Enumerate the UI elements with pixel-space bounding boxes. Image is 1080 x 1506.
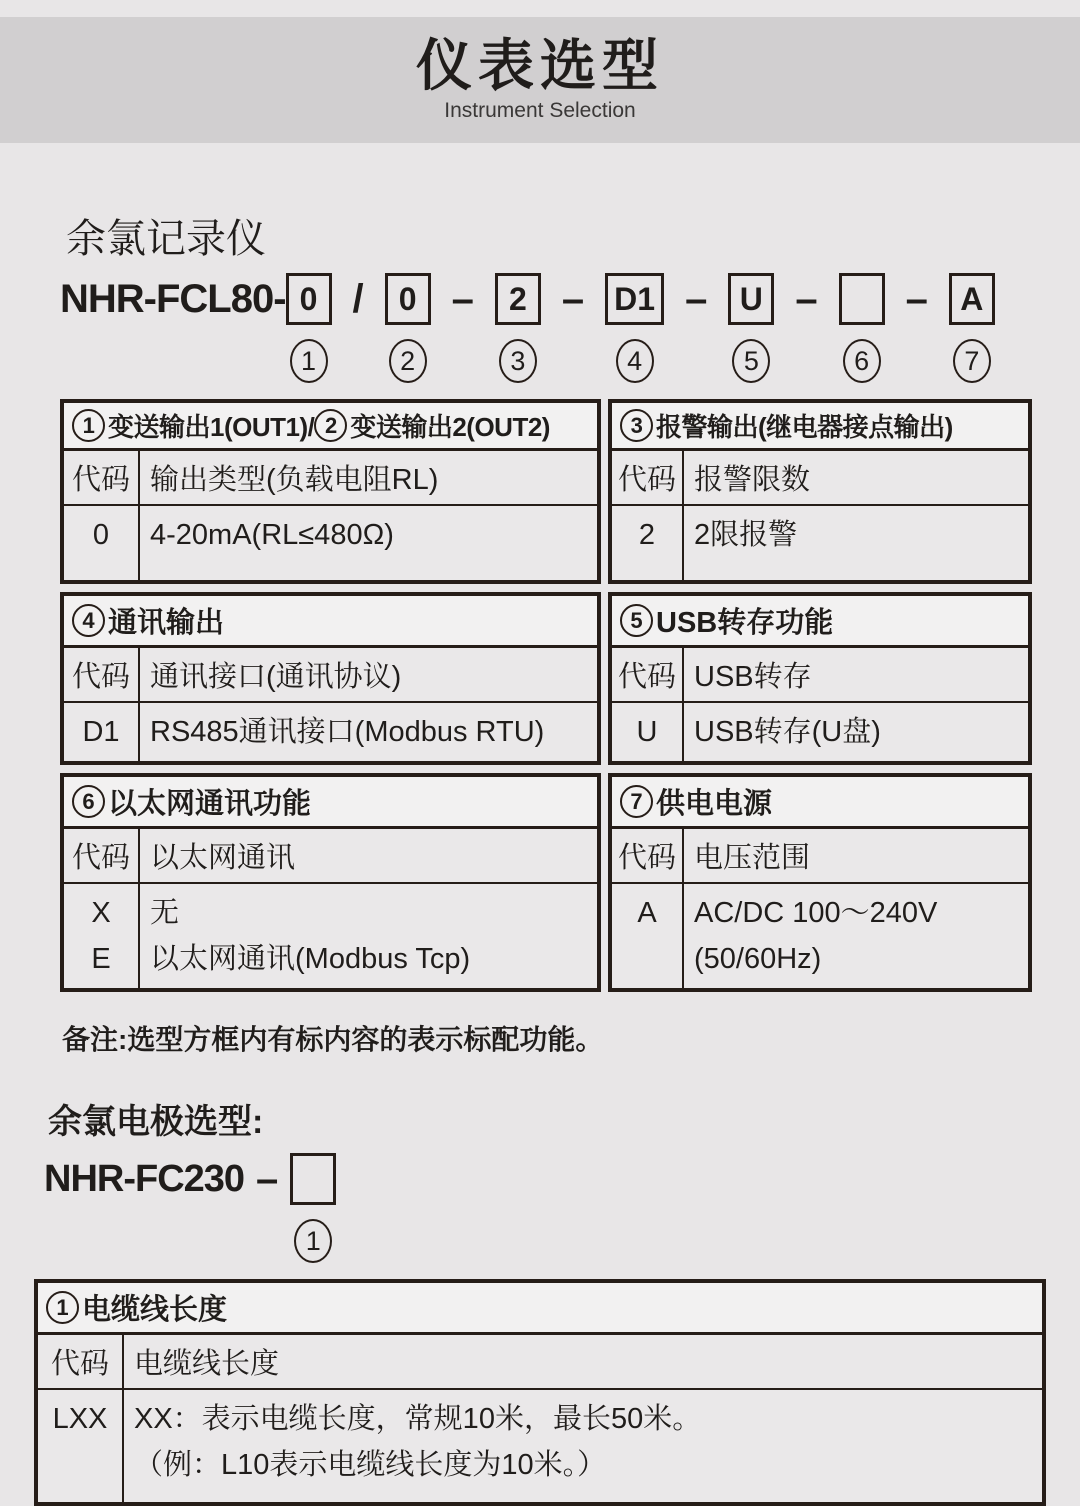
separator-dash: – xyxy=(905,277,928,321)
model-code-box-7: A xyxy=(949,273,995,325)
value-column-label: 报警限数 xyxy=(694,464,811,496)
code-cell: LXX xyxy=(38,1390,124,1502)
value-cell: 无 以太网通讯(Modbus Tcp) xyxy=(150,897,471,975)
code-column-label: 代码 xyxy=(64,648,140,701)
circled-number-4: 4 xyxy=(616,339,654,383)
code-cell: A xyxy=(612,884,684,988)
value-cell: RS485通讯接口(Modbus RTU) xyxy=(150,716,545,748)
value-column-label: 电缆线长度 xyxy=(134,1348,280,1380)
section-header-usb-dump xyxy=(612,596,1028,648)
section-title: 供电电源 xyxy=(656,788,773,820)
separator-slash: / xyxy=(352,277,364,321)
circled-number-icon: 3 xyxy=(620,409,653,442)
value-column-label: 通讯接口(通讯协议) xyxy=(150,661,402,693)
title-band xyxy=(0,17,1080,143)
section-communication-output xyxy=(60,592,601,765)
electrode-model-prefix: NHR-FC230 xyxy=(44,1158,245,1200)
separator-dash: – xyxy=(685,277,708,321)
document-body xyxy=(0,217,1080,1506)
separator-dash: – xyxy=(451,277,474,321)
value-cell: XX：表示电缆长度，常规10米，最长50米。 （例：L10表示电缆线长度为10米。） xyxy=(134,1403,702,1481)
model-slot-4 xyxy=(605,273,664,383)
data-rows xyxy=(64,506,597,580)
model-code-box-2: 0 xyxy=(385,273,431,325)
code-column-label: 代码 xyxy=(64,451,140,504)
value-cell: 2限报警 xyxy=(694,519,798,551)
section-title: 以太网通讯功能 xyxy=(108,788,312,820)
model-slot-2 xyxy=(385,273,431,383)
section-header-cable-length xyxy=(38,1283,1042,1335)
data-rows xyxy=(612,506,1028,580)
data-rows xyxy=(64,884,597,988)
value-column-label: 输出类型(负载电阻RL) xyxy=(150,464,439,496)
electrode-code-box-empty xyxy=(290,1153,336,1205)
recorder-model-line xyxy=(60,273,1080,383)
code-cell: U xyxy=(612,703,684,761)
value-cell: 4-20mA(RL≤480Ω) xyxy=(150,519,394,551)
circled-number-icon: 4 xyxy=(72,604,105,637)
model-code-box-6-empty xyxy=(839,273,885,325)
model-code-box-5: U xyxy=(728,273,774,325)
section-usb-dump xyxy=(608,592,1032,765)
column-header-row xyxy=(64,829,597,884)
model-code-box-3: 2 xyxy=(495,273,541,325)
column-header-row xyxy=(612,648,1028,703)
section-alarm-output xyxy=(608,399,1032,584)
model-code-box-1: 0 xyxy=(286,273,332,325)
data-rows xyxy=(612,703,1028,761)
data-rows xyxy=(612,884,1028,988)
separator-dash: – xyxy=(561,277,585,321)
column-header-row xyxy=(612,451,1028,506)
column-header-row xyxy=(38,1335,1042,1390)
section-title: 变送输出1(OUT1)/ xyxy=(108,412,315,442)
section-header-ethernet xyxy=(64,777,597,829)
circled-number-1: 1 xyxy=(290,339,328,383)
circled-number-7: 7 xyxy=(953,339,991,383)
circled-number-icon: 1 xyxy=(46,1291,79,1324)
model-slot-5 xyxy=(728,273,774,383)
circled-number-icon: 7 xyxy=(620,785,653,818)
model-code-box-4: D1 xyxy=(605,273,664,325)
code-column-label: 代码 xyxy=(612,829,684,882)
column-header-row xyxy=(612,829,1028,884)
cable-length-table xyxy=(34,1279,1046,1506)
section-title: 电缆线长度 xyxy=(82,1294,228,1326)
code-cell: D1 xyxy=(64,703,140,761)
model-slot-3 xyxy=(495,273,541,383)
recorder-heading: 余氯记录仪 xyxy=(66,217,266,261)
column-header-row xyxy=(64,648,597,703)
value-cell: AC/DC 100～240V (50/60Hz) xyxy=(694,897,938,975)
page-title: 仪表选型 xyxy=(416,34,664,98)
section-transmit-output xyxy=(60,399,601,584)
section-ethernet xyxy=(60,773,601,992)
circled-number-3: 3 xyxy=(499,339,537,383)
code-cell: X E xyxy=(64,884,140,988)
code-column-label: 代码 xyxy=(64,829,140,882)
circled-number-5: 5 xyxy=(732,339,770,383)
value-column-label: 以太网通讯 xyxy=(150,842,296,874)
section-header-transmit-output xyxy=(64,403,597,451)
electrode-model-line xyxy=(44,1153,1080,1263)
section-power-supply xyxy=(608,773,1032,992)
selection-table xyxy=(60,399,1032,992)
separator-dash: – xyxy=(795,277,818,321)
circled-number-icon: 1 xyxy=(72,409,105,442)
column-header-row xyxy=(64,451,597,506)
circled-number-icon: 2 xyxy=(314,409,347,442)
section-header-communication-output xyxy=(64,596,597,648)
page-subtitle: Instrument Selection xyxy=(444,98,636,122)
model-slot-7 xyxy=(949,273,995,383)
section-title: 变送输出2(OUT2) xyxy=(350,412,550,442)
section-title: 报警输出(继电器接点输出) xyxy=(656,412,953,442)
code-cell: 0 xyxy=(64,506,140,580)
value-cell: USB转存(U盘) xyxy=(694,716,881,748)
circled-number-2: 2 xyxy=(389,339,427,383)
code-column-label: 代码 xyxy=(612,648,684,701)
recorder-model-prefix: NHR-FCL80- xyxy=(60,277,286,321)
section-header-power-supply xyxy=(612,777,1028,829)
model-slot-6 xyxy=(839,273,885,383)
circled-number-6: 6 xyxy=(843,339,881,383)
electrode-heading: 余氯电极选型: xyxy=(48,1103,264,1141)
note-text: 备注:选型方框内有标内容的表示标配功能。 xyxy=(62,1024,604,1055)
electrode-slot-1 xyxy=(290,1153,336,1263)
data-rows xyxy=(38,1390,1042,1502)
code-cell: 2 xyxy=(612,506,684,580)
model-slot-1 xyxy=(286,273,332,383)
code-column-label: 代码 xyxy=(38,1335,124,1388)
value-column-label: 电压范围 xyxy=(694,842,811,874)
data-rows xyxy=(64,703,597,761)
separator-dash: – xyxy=(256,1157,279,1201)
section-title: USB转存功能 xyxy=(656,607,834,639)
section-header-alarm-output xyxy=(612,403,1028,451)
section-title: 通讯输出 xyxy=(108,607,225,639)
value-column-label: USB转存 xyxy=(694,661,812,693)
circled-number-icon: 5 xyxy=(620,604,653,637)
circled-number-1: 1 xyxy=(294,1219,332,1263)
circled-number-icon: 6 xyxy=(72,785,105,818)
code-column-label: 代码 xyxy=(612,451,684,504)
